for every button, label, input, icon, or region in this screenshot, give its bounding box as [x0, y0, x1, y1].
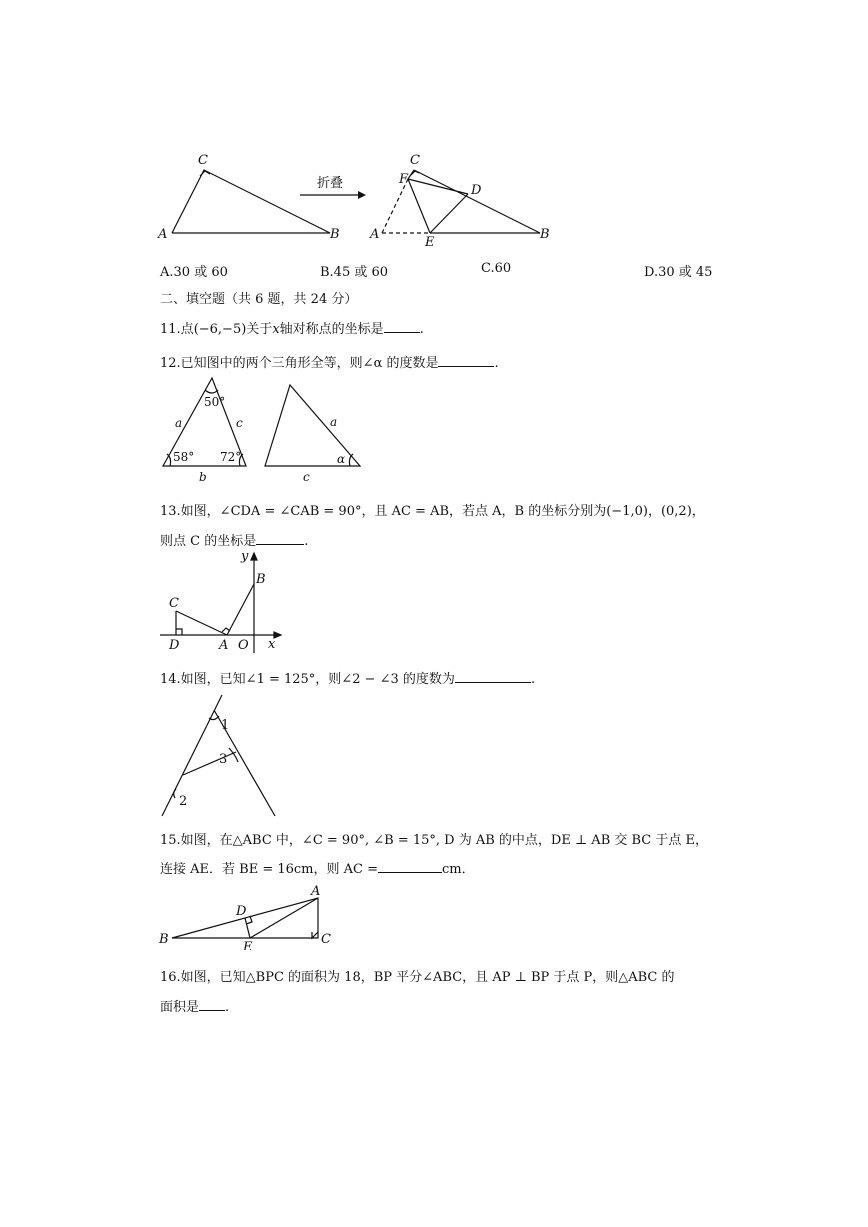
answer-blank: [199, 998, 225, 1011]
point-c: C: [169, 596, 179, 611]
q13-line2: 则点 C 的坐标是: [160, 534, 257, 549]
side-b: b: [199, 470, 207, 484]
option-b: B.45 或 60: [320, 265, 389, 280]
option-a: A.30 或 60: [160, 265, 228, 280]
axis-y-label: y: [241, 549, 249, 564]
q13-end: .: [304, 534, 309, 549]
question-16: [160, 996, 229, 1015]
point-e: E: [243, 940, 253, 950]
label-a: A: [158, 227, 168, 242]
point-b: B: [159, 932, 169, 947]
answer-blank: [378, 860, 442, 873]
angle-72: 72°: [220, 450, 242, 464]
angle-1: 1: [221, 718, 230, 733]
origin-o: O: [238, 638, 249, 653]
q11-mid: 关于: [246, 322, 273, 337]
point-a: A: [219, 638, 229, 653]
q16-end: .: [225, 1000, 230, 1015]
q14-text: 14.如图，已知∠1 = 125°，则∠2 − ∠3 的度数为: [160, 672, 455, 687]
question-14: [160, 668, 535, 687]
answer-blank: [384, 320, 420, 333]
angle-50: 50°: [204, 395, 226, 409]
fold-label: 折叠: [317, 176, 344, 191]
q11-axis: x: [272, 322, 280, 337]
point-c: C: [321, 932, 331, 947]
point-d: D: [169, 638, 180, 653]
question-11: [160, 318, 424, 337]
angle-2: 2: [179, 794, 188, 809]
question-16-line1: 16.如图，已知△BPC 的面积为 18，BP 平分∠ABC，且 AP ⊥ BP 于点 P，则△ABC 的: [160, 970, 675, 985]
label-c2: C: [410, 153, 420, 168]
answer-blank: [256, 532, 304, 545]
q14-end: .: [530, 672, 536, 687]
label-f: F: [399, 172, 409, 187]
side-a: a: [175, 416, 183, 430]
original-triangle: [172, 170, 330, 233]
option-d: D.30 或 45: [644, 265, 713, 280]
answer-blank: [455, 670, 531, 683]
q16-line2: 面积是: [160, 1000, 200, 1015]
option-c: C.60: [481, 261, 512, 276]
fold-figure: [0, 0, 868, 260]
q12-figure: [0, 370, 400, 490]
label-b: B: [330, 227, 340, 242]
q11-end: .: [419, 322, 424, 337]
q11-post: 轴对称点的坐标是: [279, 322, 384, 337]
label-c: C: [198, 153, 208, 168]
side-c2: c: [303, 470, 310, 484]
label-e: E: [425, 235, 435, 250]
point-b: B: [256, 572, 266, 587]
label-d: D: [471, 183, 482, 198]
question-12: [160, 352, 499, 371]
q12-text: 12.已知图中的两个三角形全等，则∠α 的度数是: [160, 356, 439, 371]
point-d: D: [236, 904, 247, 919]
side-a2: a: [330, 415, 338, 429]
label-a2: A: [370, 227, 380, 242]
q12-end: .: [494, 356, 499, 371]
fold-arrow-icon: [300, 191, 366, 199]
point-a: A: [311, 884, 321, 899]
q15-line2: 连接 AE．若 BE = 16cm，则 AC =: [160, 862, 378, 877]
side-c: c: [236, 416, 243, 430]
q13-figure: [0, 548, 320, 658]
q11-point: (−6,−5): [193, 322, 247, 337]
axis-x-label: x: [268, 637, 276, 652]
question-13-line1: 13.如图，∠CDA = ∠CAB = 90°，且 AC = AB，若点 A，B 的坐标分别为(−1,0)，(0,2)，: [160, 504, 705, 519]
q14-figure: [0, 690, 320, 820]
answer-blank: [438, 354, 494, 367]
angle-3: 3: [219, 752, 228, 767]
question-13: [160, 530, 308, 549]
question-15: [160, 858, 475, 877]
q15-unit: cm．: [442, 862, 475, 877]
q11-pre: 11.点: [160, 322, 194, 337]
angle-58: 58°: [173, 450, 195, 464]
q15-figure: [0, 880, 360, 950]
angle-alpha: α: [337, 452, 346, 466]
label-b2: B: [540, 227, 550, 242]
question-15-line1: 15.如图，在△ABC 中，∠C = 90°, ∠B = 15°, D 为 AB 的中点，DE ⊥ AB 交 BC 于点 E，: [160, 833, 709, 848]
section-title: 二、填空题（共 6 题，共 24 分）: [160, 292, 358, 307]
